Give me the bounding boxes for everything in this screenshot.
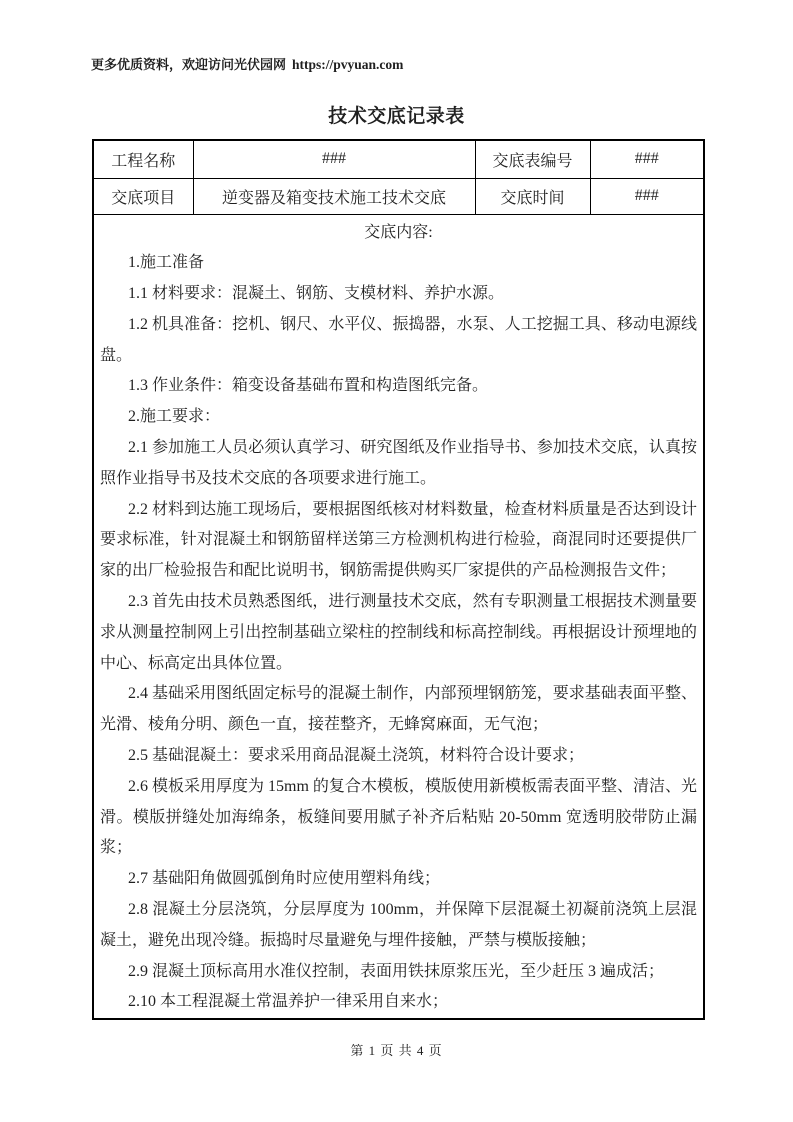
content-paragraph: 2.施工要求： [128, 408, 221, 426]
disclosure-time-value: ### [590, 178, 704, 214]
promo-text: 更多优质资料，欢迎访问光伏园网 [91, 57, 287, 72]
content-paragraph: 2.10 本工程混凝土常温养护一律采用自来水； [128, 993, 449, 1011]
table-row [93, 140, 704, 178]
form-number-label: 交底表编号 [475, 140, 590, 178]
content-paragraph: 2.6 模板采用厚度为 15mm 的复合木模板，模版使用新模板需表面平整、清洁、光滑。模版拼缝处加海绵条，板缝间要用腻子补齐后粘贴 20-50mm 宽透明胶带防止漏浆； [100, 777, 697, 857]
content-paragraph: 1.3 作业条件：箱变设备基础布置和构造图纸完备。 [128, 377, 489, 395]
disclosure-time-label: 交底时间 [475, 178, 590, 214]
disclosure-content-cell [93, 214, 704, 1019]
project-name-label: 工程名称 [93, 140, 193, 178]
content-paragraph: 2.8 混凝土分层浇筑，分层厚度为 100mm，并保障下层混凝土初凝前浇筑上层混凝土，避免出现冷缝。振捣时尽量避免与埋件接触，严禁与模版接触； [100, 901, 697, 949]
table-row [93, 178, 704, 214]
promo-header [91, 54, 403, 73]
project-name-value: ### [193, 140, 475, 178]
page-footer: 第 1 页 共 4 页 [350, 1043, 443, 1058]
content-label: 交底内容: [364, 223, 433, 241]
content-paragraph: 1.2 机具准备：挖机、钢尺、水平仪、振捣器，水泵、人工挖掘工具、移动电源线盘。 [100, 315, 697, 364]
content-paragraph: 2.9 混凝土顶标高用水准仪控制，表面用铁抹原浆压光，至少赶压 3 遍成活； [128, 962, 665, 980]
content-paragraph: 1.1 材料要求：混凝土、钢筋、支模材料、养护水源。 [128, 285, 505, 303]
content-paragraph: 2.2 材料到达施工现场后，要根据图纸核对材料数量，检查材料质量是否达到设计要求标准，针对混凝土和钢筋留样送第三方检测机构进行检验，商混同时还要提供厂家的出厂检验报告和配比说明书，钢筋需提供购买厂家提供的产品检测报告文件； [100, 500, 697, 580]
content-paragraph: 2.5 基础混凝土：要求采用商品混凝土浇筑，材料符合设计要求； [128, 747, 585, 765]
disclosure-table [92, 139, 705, 1020]
content-paragraph: 1.施工准备 [128, 254, 205, 272]
disclosure-item-value: 逆变器及箱变技术施工技术交底 [193, 178, 475, 214]
content-paragraph: 2.4 基础采用图纸固定标号的混凝土制作，内部预埋钢筋笼，要求基础表面平整、光滑、棱角分明、颜色一直，接茬整齐，无蜂窝麻面，无气泡； [100, 685, 697, 734]
table-row [93, 214, 704, 1019]
content-paragraph: 2.1 参加施工人员必须认真学习、研究图纸及作业指导书、参加技术交底，认真按照作业指导书及技术交底的各项要求进行施工。 [100, 439, 697, 487]
content-paragraph: 2.3 首先由技术员熟悉图纸，进行测量技术交底，然有专职测量工根据技术测量要求从测量控制网上引出控制基础立梁柱的控制线和标高控制线。再根据设计预埋地的中心、标高定出具体位置。 [100, 593, 697, 672]
form-number-value: ### [590, 140, 704, 178]
content-paragraphs [100, 248, 697, 1018]
content-paragraph: 2.7 基础阳角做圆弧倒角时应使用塑料角线； [128, 870, 441, 888]
disclosure-item-label: 交底项目 [93, 178, 193, 214]
page-title: 技术交底记录表 [328, 106, 465, 127]
promo-url: https://pvyuan.com [292, 57, 404, 72]
